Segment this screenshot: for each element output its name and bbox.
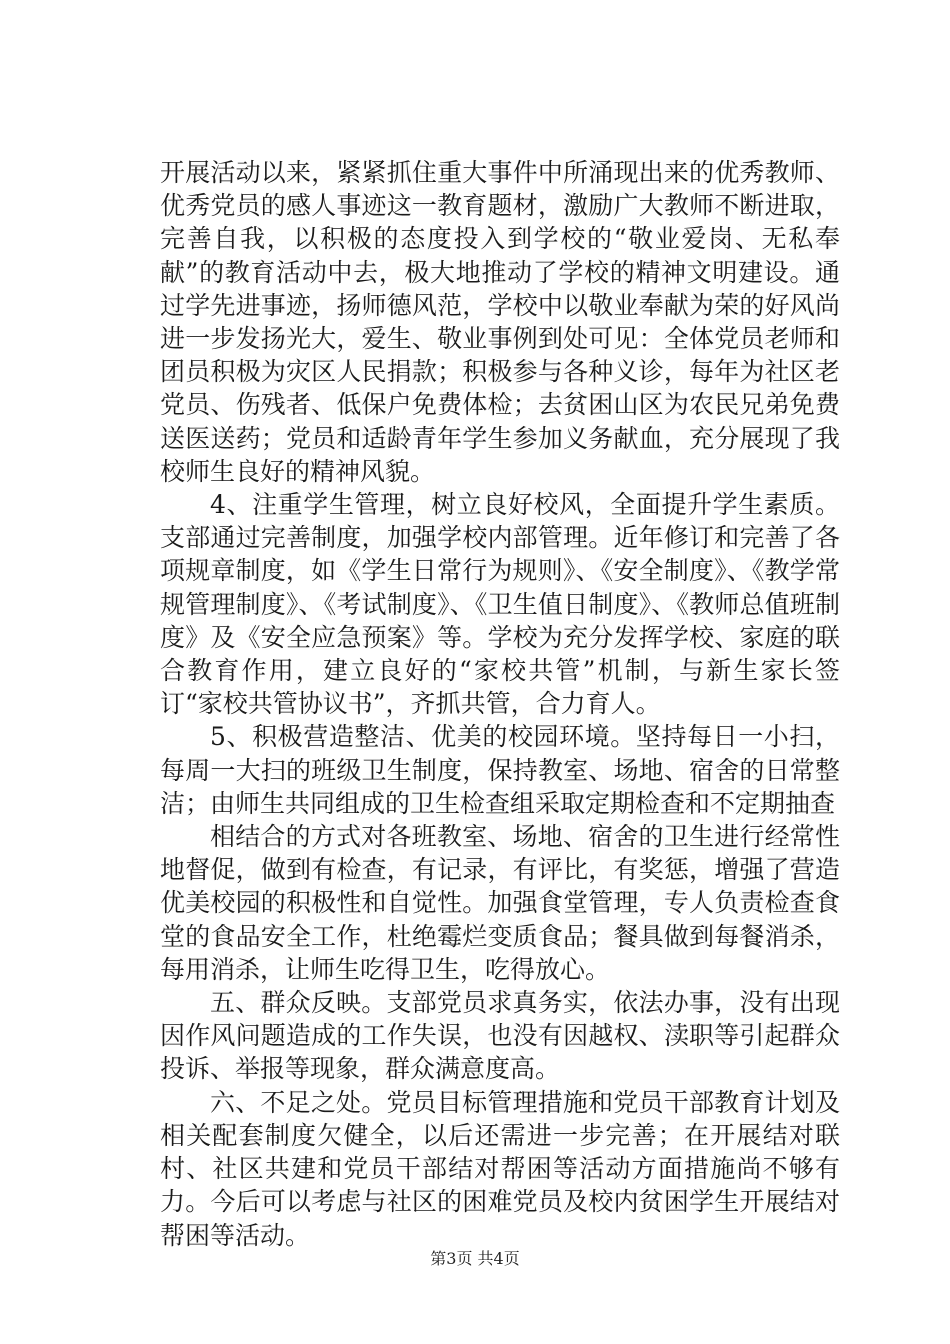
page-number-footer: 第3页 共4页 [430, 1249, 520, 1268]
paragraph-4: 相结合的方式对各班教室、场地、宿舍的卫生进行经常性地督促，做到有检查，有记录，有评比，有奖惩，增强了营造优美校园的积极性和自觉性。加强食堂管理，专人负责检查食堂的食品安全工作，杜绝霉烂变质食品；餐具做到每餐消杀，每用消杀，让师生吃得卫生，吃得放心。 [160, 822, 840, 984]
paragraph-5: 五、群众反映。支部党员求真务实，依法办事，没有出现因作风问题造成的工作失误，也没有因越权、渎职等引起群众投诉、举报等现象，群众满意度高。 [160, 988, 840, 1084]
paragraph-2: 4、注重学生管理，树立良好校风，全面提升学生素质。支部通过完善制度，加强学校内部管理。近年修订和完善了各项规章制度，如《学生日常行为规则》、《安全制度》、《教学常规管理制度》、《考试制度》、《卫生值日制度》、《教师总值班制度》及《安全应急预案》等。学校为充分发挥学校、家庭的联合教育作用，建立良好的“家校共管”机制，与新生家长签订“家校共管协议书”，齐抓共管，合力育人。 [160, 490, 840, 719]
document-body [160, 156, 840, 1252]
paragraph-6: 六、不足之处。党员目标管理措施和党员干部教育计划及相关配套制度欠健全，以后还需进一步完善；在开展结对联村、社区共建和党员干部结对帮困等活动方面措施尚不够有力。今后可以考虑与社区的困难党员及校内贫困学生开展结对帮困等活动。 [160, 1087, 840, 1250]
paragraph-3: 5、积极营造整洁、优美的校园环境。坚持每日一小扫，每周一大扫的班级卫生制度，保持教室、场地、宿舍的日常整洁；由师生共同组成的卫生检查组采取定期检查和不定期抽查 [160, 722, 840, 818]
paragraph-1: 开展活动以来，紧紧抓住重大事件中所涌现出来的优秀教师、优秀党员的感人事迹这一教育题材，激励广大教师不断进取，完善自我，以积极的态度投入到学校的“敬业爱岗、无私奉献”的教育活动中去，极大地推动了学校的精神文明建设。通过学先进事迹，扬师德风范，学校中以敬业奉献为荣的好风尚进一步发扬光大，爱生、敬业事例到处可见：全体党员老师和团员积极为灾区人民捐款；积极参与各种义诊，每年为社区老党员、伤残者、低保户免费体检；去贫困山区为农民兄弟免费送医送药；党员和适龄青年学生参加义务献血，充分展现了我校师生良好的精神风貌。 [160, 158, 840, 486]
